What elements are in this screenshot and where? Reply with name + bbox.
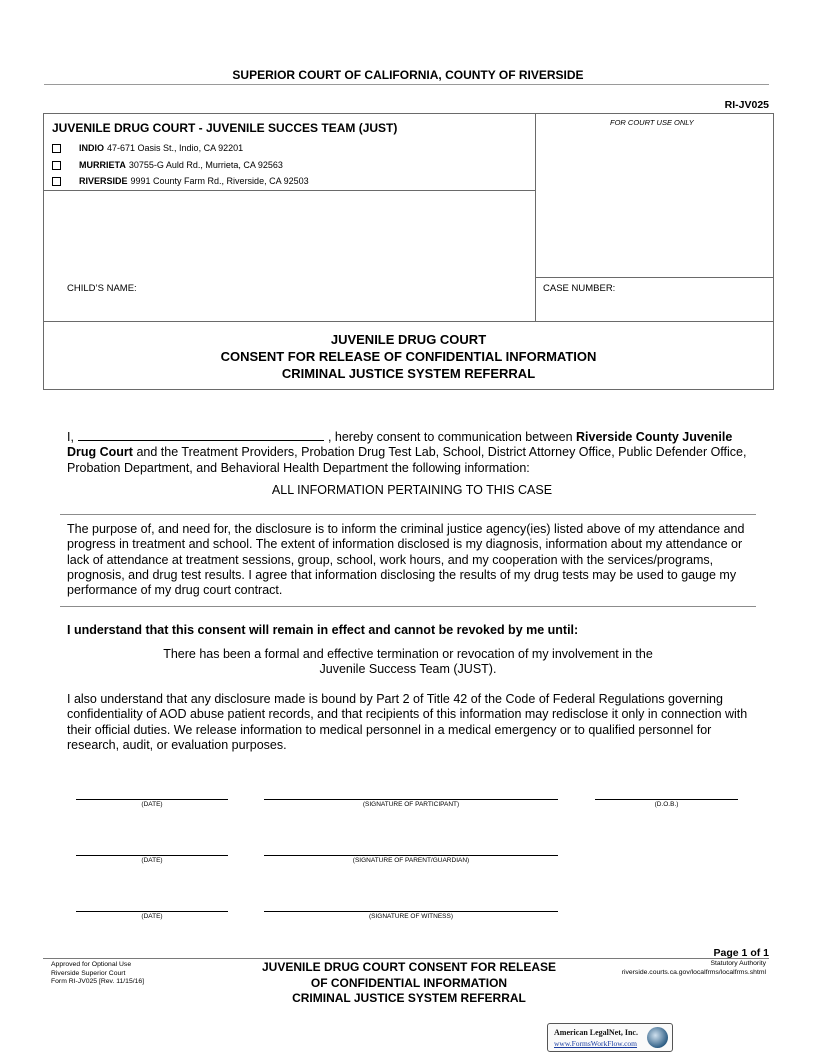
- date-label: (DATE): [141, 801, 163, 808]
- witness-signature-line[interactable]: [264, 911, 558, 912]
- date-label: (DATE): [141, 913, 163, 920]
- title-divider: [43, 321, 774, 322]
- dob-label: (D.O.B.): [654, 801, 679, 808]
- murrieta-checkbox[interactable]: [52, 161, 61, 170]
- parent-signature-label: (SIGNATURE OF PARENT/GUARDIAN): [352, 857, 470, 864]
- footer-divider: [43, 958, 769, 959]
- participant-signature-label: (SIGNATURE OF PARTICIPANT): [362, 801, 460, 808]
- address-divider: [43, 190, 535, 191]
- location-name: MURRIETA: [79, 160, 126, 170]
- consent-paragraph: I, , hereby consent to communication between Riverside County Juvenile Drug Court and the Treatment Providers, Probation Drug Test Lab, School, District Attorney Office, Public Defender Office, Probation Department, and Behavioral Health Department the following information:: [67, 430, 747, 475]
- riverside-checkbox[interactable]: [52, 177, 61, 186]
- form-title-line: CRIMINAL JUSTICE SYSTEM REFERRAL: [281, 366, 536, 381]
- location-address: 47-671 Oasis St., Indio, CA 92201: [107, 143, 244, 153]
- caption-vertical-divider: [535, 113, 536, 321]
- child-name-label: CHILD’S NAME:: [67, 283, 137, 294]
- location-name: RIVERSIDE: [79, 176, 128, 186]
- consent-scope: ALL INFORMATION PERTAINING TO THIS CASE: [271, 483, 553, 497]
- section-divider: [60, 514, 756, 515]
- form-title-line: CONSENT FOR RELEASE OF CONFIDENTIAL INFORMATION: [220, 349, 597, 364]
- court-name: SUPERIOR COURT OF CALIFORNIA, COUNTY OF RIVERSIDE: [232, 68, 584, 82]
- disclosure-paragraph: I also understand that any disclosure made is bound by Part 2 of Title 42 of the Code of Federal Regulations governing confidentiality of AOD abuse patient records, and that recipients of this information may redisclose it only in connection with their official duties. We release information to medical personnel in a medical emergency or to qualified personnel for research, audit, or evaluation purposes.: [67, 692, 748, 752]
- parent-signature-line[interactable]: [264, 855, 558, 856]
- globe-icon: [647, 1027, 668, 1048]
- case-number-label: CASE NUMBER:: [543, 283, 616, 294]
- form-title: [43, 331, 774, 382]
- date-line[interactable]: [76, 911, 228, 912]
- location-address: 9991 County Farm Rd., Riverside, CA 92503: [130, 176, 309, 186]
- purpose-paragraph: The purpose of, and need for, the disclosure is to inform the criminal justice agency(ies) listed above of my attendance and progress in treatment and school. The extent of information disclosed is my diagnosis, information about my attendance or lack of attendance at treatment sessions, group, school, work hours, and my cooperation with the services/programs, prognosis, and drug test results. I agree that information disclosing the results of my drug tests may be used to gauge my performance of my drug court contract.: [67, 522, 745, 598]
- location-indio: [52, 143, 243, 153]
- date-line[interactable]: [76, 799, 228, 800]
- witness-signature-label: (SIGNATURE OF WITNESS): [368, 913, 454, 920]
- court-use-label: FOR COURT USE ONLY: [610, 118, 694, 127]
- page-number: Page 1 of 1: [713, 947, 769, 959]
- date-label: (DATE): [141, 857, 163, 864]
- form-title-line: JUVENILE DRUG COURT: [330, 332, 487, 347]
- logo-link[interactable]: www.FormsWorkFlow.com: [554, 1039, 638, 1048]
- participant-name-field[interactable]: [78, 428, 324, 441]
- court-use-divider: [535, 277, 774, 278]
- approval-note: Approved for Optional Use Riverside Superior Court Form RI-JV025 [Rev. 11/15/16]: [51, 961, 145, 985]
- form-number: RI-JV025: [724, 99, 769, 111]
- consent-entity: Riverside County Juvenile Drug Court: [67, 430, 733, 460]
- footer-title: JUVENILE DRUG COURT CONSENT FOR RELEASE OF CONFIDENTIAL INFORMATION CRIMINAL JUSTICE SYSTEM REFERRAL: [261, 960, 557, 1005]
- location-riverside: [52, 176, 309, 186]
- dob-line[interactable]: [595, 799, 738, 800]
- header-divider: [44, 84, 769, 85]
- statutory-authority: Statutory Authority riverside.courts.ca.gov/localfrms/localfrms.shtml: [621, 960, 766, 976]
- location-address: 30755-G Auld Rd., Murrieta, CA 92563: [128, 160, 283, 170]
- program-title: JUVENILE DRUG COURT - JUVENILE SUCCES TEAM (JUST): [52, 121, 398, 135]
- date-line[interactable]: [76, 855, 228, 856]
- indio-checkbox[interactable]: [52, 144, 61, 153]
- location-murrieta: [52, 160, 283, 170]
- logo-name: American LegalNet, Inc.: [554, 1028, 638, 1037]
- participant-signature-line[interactable]: [264, 799, 558, 800]
- publisher-logo[interactable]: [547, 1023, 673, 1052]
- location-name: INDIO: [79, 143, 105, 153]
- revocation-heading: I understand that this consent will remain in effect and cannot be revoked by me until:: [67, 623, 579, 637]
- revocation-condition: There has been a formal and effective termination or revocation of my involvement in the Juvenile Success Team (JUST).: [163, 647, 653, 677]
- section-divider: [60, 606, 756, 607]
